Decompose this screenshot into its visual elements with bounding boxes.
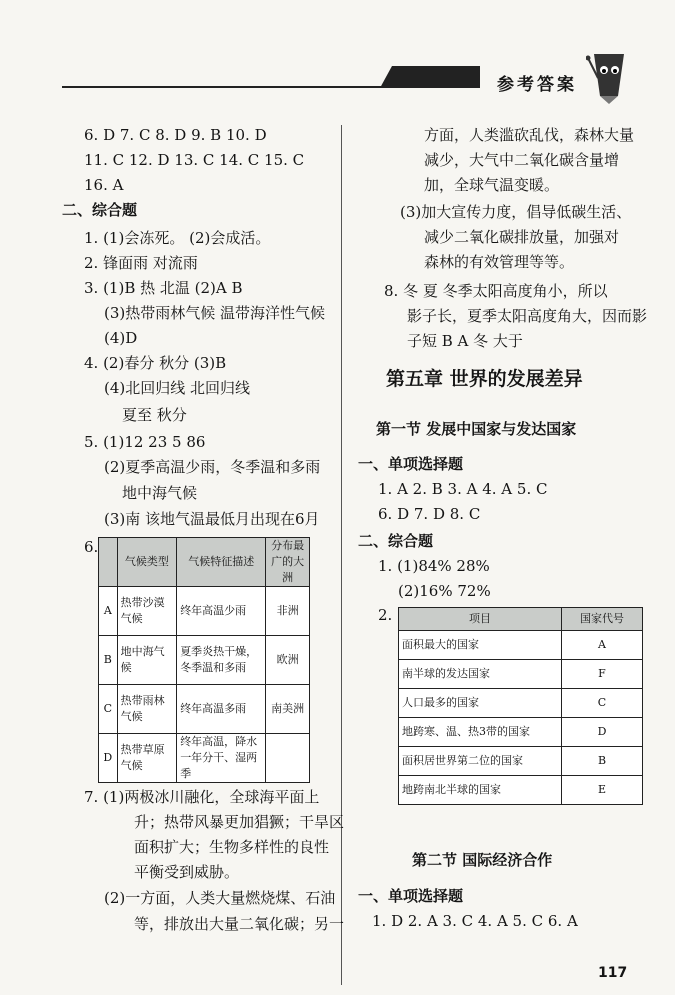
climate-region [266, 734, 310, 783]
question-number: 2. [378, 606, 393, 624]
country-item: 南半球的发达国家 [399, 660, 562, 689]
mc-answers-row: 1. A 2. B 3. A 4. A 5. C [378, 480, 548, 498]
mc-answers-row: 11. C 12. D 13. C 14. C 15. C [84, 151, 305, 169]
climate-type: 热带沙漠气候 [117, 587, 177, 636]
climate-region: 欧洲 [266, 636, 310, 685]
column-divider [341, 125, 342, 985]
climate-type: 地中海气候 [117, 636, 177, 685]
mc-answers-row: 1. D 2. A 3. C 4. A 5. C 6. A [372, 912, 578, 930]
table-header-cell: 项目 [399, 608, 562, 631]
answer-line: 等，排放出大量二氧化碳；另一 [134, 915, 345, 933]
mc-answers-row: 6. D 7. C 8. D 9. B 10. D [84, 126, 267, 144]
country-code: B [562, 747, 643, 776]
answer-line: 减少，大气中二氧化碳含量增 [424, 151, 620, 169]
climate-region: 南美洲 [266, 685, 310, 734]
answer-line: 升；热带风暴更加猖獗；干旱区 [134, 813, 345, 831]
pencil-mascot-icon [586, 48, 632, 104]
climate-feature: 终年高温多雨 [177, 685, 266, 734]
question-number: 6. [84, 538, 99, 556]
row-key: C [99, 685, 118, 734]
country-item: 地跨南北半球的国家 [399, 776, 562, 805]
country-code: F [562, 660, 643, 689]
section-title: 第一节 发展中国家与发达国家 [376, 420, 577, 438]
table-header-cell: 国家代号 [562, 608, 643, 631]
answer-line: 平衡受到威胁。 [134, 863, 240, 881]
table-row [399, 747, 643, 776]
answer-line: (3)加大宣传力度，倡导低碳生活、 [400, 203, 632, 221]
country-item: 面积居世界第二位的国家 [399, 747, 562, 776]
table-row [399, 718, 643, 747]
answer-line: 面积扩大；生物多样性的良性 [134, 838, 330, 856]
climate-type: 热带雨林气候 [117, 685, 177, 734]
row-key: A [99, 587, 118, 636]
header-bar [380, 66, 480, 88]
answer-line: 夏至 秋分 [122, 406, 187, 424]
climate-region: 非洲 [266, 587, 310, 636]
answer-line: 8. 冬 夏 冬季太阳高度角小，所以 [384, 282, 608, 300]
country-item: 地跨寒、温、热3带的国家 [399, 718, 562, 747]
country-item: 人口最多的国家 [399, 689, 562, 718]
table-row [99, 734, 310, 783]
table-row [399, 689, 643, 718]
section-heading: 一、单项选择题 [358, 887, 464, 905]
answer-line: 2. 锋面雨 对流雨 [84, 254, 198, 272]
answer-line: 方面，人类滥砍乱伐，森林大量 [424, 126, 635, 144]
table-header-cell [99, 538, 118, 587]
climate-feature: 终年高温少雨 [177, 587, 266, 636]
answer-line: 3. (1)B 热 北温 (2)A B [84, 279, 243, 297]
table-row [99, 636, 310, 685]
answer-line: 地中海气候 [122, 484, 198, 502]
mc-answers-row: 6. D 7. D 8. C [378, 505, 481, 523]
answer-line: (2)一方面，人类大量燃烧煤、石油 [104, 889, 336, 907]
country-item: 面积最大的国家 [399, 631, 562, 660]
table-row [399, 660, 643, 689]
page-number: 117 [598, 965, 628, 981]
country-table [398, 607, 643, 805]
answer-line: (2)夏季高温少雨，冬季温和多雨 [104, 458, 321, 476]
header-title: 参考答案 [497, 75, 577, 95]
answer-line: 5. (1)12 23 5 86 [84, 433, 206, 451]
section-title: 第二节 国际经济合作 [412, 851, 553, 869]
climate-table [98, 537, 310, 783]
country-code: E [562, 776, 643, 805]
section-heading: 二、综合题 [358, 532, 434, 550]
answer-line: (3)热带雨林气候 温带海洋性气候 [104, 304, 326, 322]
row-key: B [99, 636, 118, 685]
country-code: D [562, 718, 643, 747]
answer-line: 森林的有效管理等等。 [424, 253, 575, 271]
answer-line: 1. (1)会冻死。 (2)会成活。 [84, 229, 271, 247]
climate-feature: 终年高温，降水一年分干、湿两季 [177, 734, 266, 783]
climate-feature: 夏季炎热干燥，冬季温和多雨 [177, 636, 266, 685]
table-row [99, 587, 310, 636]
table-header-row [99, 538, 310, 587]
country-code: C [562, 689, 643, 718]
header-rule [62, 86, 392, 88]
answer-line: 7. (1)两极冰川融化，全球海平面上 [84, 788, 320, 806]
table-header-cell: 气候特征描述 [177, 538, 266, 587]
table-header-cell: 分布最广的大洲 [266, 538, 310, 587]
answer-line: (4)D [104, 329, 138, 347]
section-heading: 二、综合题 [62, 201, 138, 219]
section-heading: 一、单项选择题 [358, 455, 464, 473]
table-header-row [399, 608, 643, 631]
table-row [99, 685, 310, 734]
answer-line: 子短 B A 冬 大于 [407, 332, 523, 350]
row-key: D [99, 734, 118, 783]
table-header-cell: 气候类型 [117, 538, 177, 587]
mc-answers-row: 16. A [84, 176, 124, 194]
answer-line: 加，全球气温变暖。 [424, 176, 560, 194]
chapter-title: 第五章 世界的发展差异 [386, 368, 583, 390]
answer-line: 减少二氧化碳排放量，加强对 [424, 228, 620, 246]
table-row [399, 776, 643, 805]
climate-type: 热带草原气候 [117, 734, 177, 783]
table-row [399, 631, 643, 660]
country-code: A [562, 631, 643, 660]
answer-line: 影子长，夏季太阳高度角大，因而影 [407, 307, 648, 325]
answer-line: 1. (1)84% 28% [378, 557, 490, 575]
answer-line: 4. (2)春分 秋分 (3)B [84, 354, 227, 372]
answer-line: (2)16% 72% [398, 582, 491, 600]
answer-line: (3)南 该地气温最低月出现在6月 [104, 510, 320, 528]
answer-line: (4)北回归线 北回归线 [104, 379, 251, 397]
